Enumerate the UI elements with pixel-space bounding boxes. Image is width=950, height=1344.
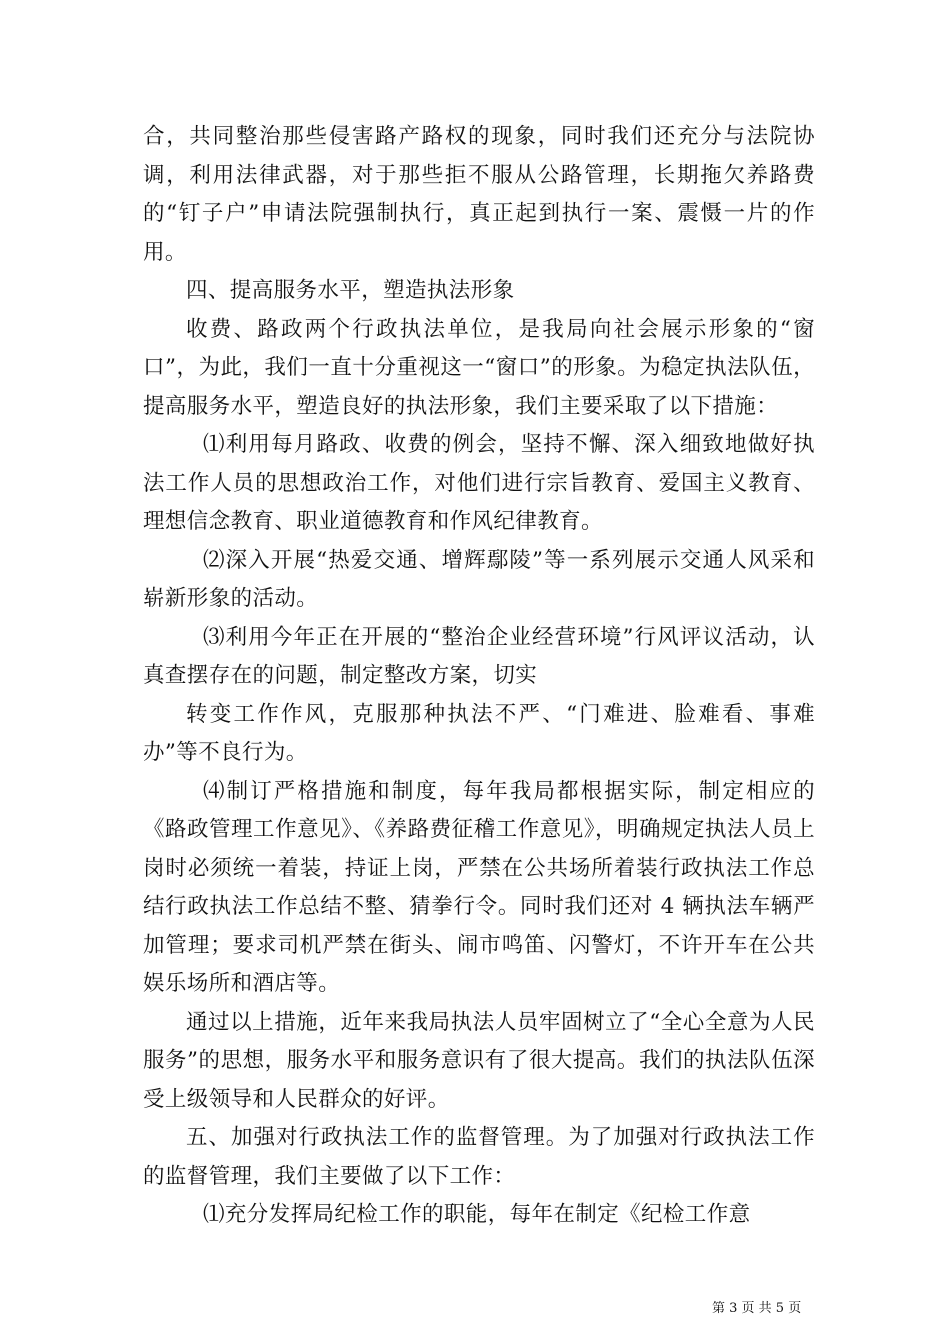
paragraph-window-image: 收费、路政两个行政执法单位，是我局向社会展示形象的“窗口”，为此，我们一直十分重视这一“窗口”的形象。为稳定执法队伍，提高服务水平，塑造良好的执法形象，我们主要采取了以下措施： — [143, 316, 815, 419]
list-item-4: ⑷制订严格措施和制度，每年我局都根据实际，制定相应的《路政管理工作意见》、《养路费征稽工作意见》，明确规定执法人员上岗时必须统一着装，持证上岗，严禁在公共场所着装行政执法工作总结行政执法工作总结不整、猜拳行令。同时我们还对 4 辆执法车辆严加管理；要求司机严禁在街头、闹市鸣笛、闪警灯，不许开车在公共娱乐场所和酒店等。 — [143, 778, 815, 996]
list-item-3-continued: 转变工作作风，克服那种执法不严、“门难进、脸难看、事难办”等不良行为。 — [143, 701, 815, 765]
list-item-3: ⑶利用今年正在开展的“整治企业经营环境”行风评议活动，认真查摆存在的问题，制定整改方案，切实 — [143, 624, 815, 688]
paragraph-results: 通过以上措施，近年来我局执法人员牢固树立了“全心全意为人民服务”的思想，服务水平和服务意识有了很大提高。我们的执法队伍深受上级领导和人民群众的好评。 — [143, 1009, 815, 1112]
section-heading-five: 五、加强对行政执法工作的监督管理。为了加强对行政执法工作的监督管理，我们主要做了以下工作： — [143, 1125, 815, 1189]
list-item-2: ⑵深入开展“热爱交通、增辉鄢陵”等一系列展示交通人风采和崭新形象的活动。 — [143, 547, 815, 611]
paragraph-continuation: 合，共同整治那些侵害路产路权的现象，同时我们还充分与法院协调，利用法律武器，对于那些拒不服从公路管理，长期拖欠养路费的“钉子户”申请法院强制执行，真正起到执行一案、震慑一片的作用。 — [143, 124, 815, 265]
list-item-1: ⑴利用每月路政、收费的例会，坚持不懈、深入细致地做好执法工作人员的思想政治工作，对他们进行宗旨教育、爱国主义教育、理想信念教育、职业道德教育和作风纪律教育。 — [143, 432, 815, 534]
list-item-5-1: ⑴充分发挥局纪检工作的职能，每年在制定《纪检工作意 — [203, 1202, 751, 1227]
document-body — [143, 118, 815, 1235]
page-number-footer: 第 3 页 共 5 页 — [712, 1301, 802, 1316]
section-heading-four: 四、提高服务水平，塑造执法形象 — [186, 278, 515, 303]
